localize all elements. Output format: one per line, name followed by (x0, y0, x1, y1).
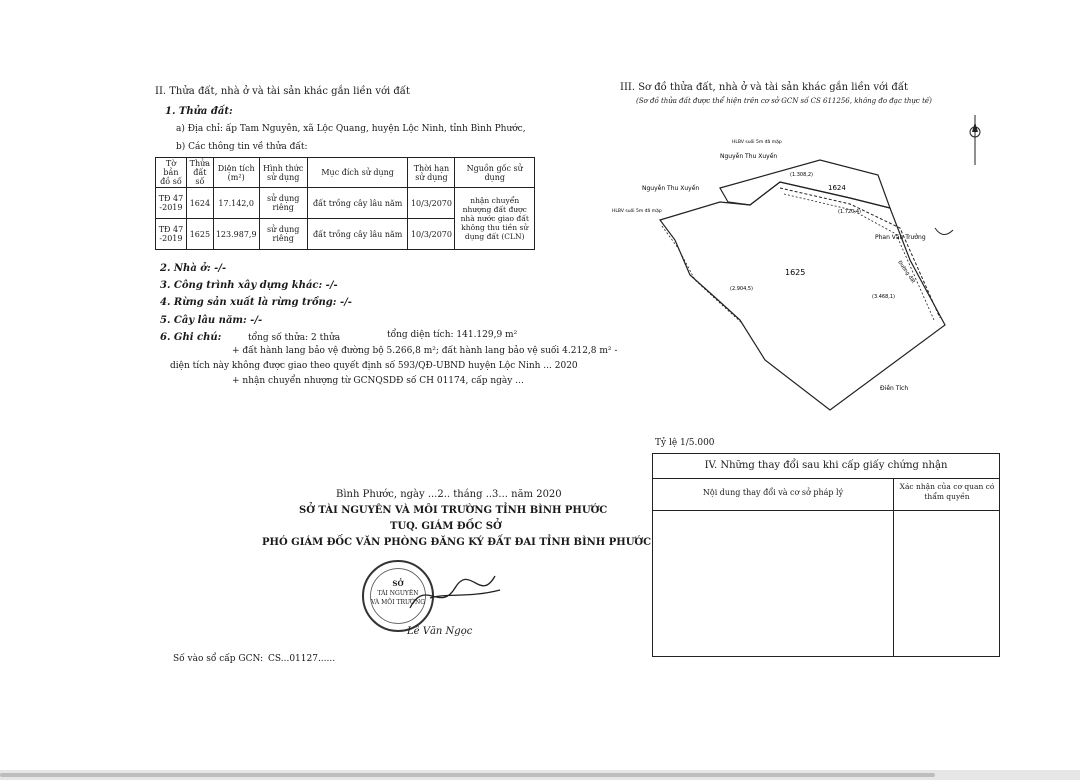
table-row (156, 188, 535, 219)
neighbor-bottom: Điền Tích (880, 385, 909, 392)
construction-line: 3. Công trình xây dựng khác: -/- (160, 280, 338, 291)
signature-title: PHÓ GIÁM ĐỐC VĂN PHÒNG ĐĂNG KÝ ĐẤT ĐAI TỈNH BÌNH PHƯỚC (262, 537, 652, 548)
table-cell: sử dụng riêng (259, 219, 307, 250)
table-header-cell: Tờ bản đồ số (156, 158, 187, 188)
table-cell: TĐ 47 -2019 (156, 188, 187, 219)
forest-line: 4. Rừng sản xuất là rừng trồng: -/- (160, 297, 352, 308)
north-arrow-icon (970, 115, 980, 165)
stamp-text-2: TÀI NGUYÊN (377, 590, 419, 597)
parcel-1624-shape (720, 160, 890, 208)
signature-tuq: TUQ. GIÁM ĐỐC SỞ (390, 521, 502, 532)
parcel-label-1625: 1625 (785, 268, 806, 277)
note-total-area: tổng diện tích: 141.129,9 m² (387, 330, 518, 340)
neighbor-left: Nguyễn Thu Xuyến (642, 185, 700, 192)
stream-line (662, 226, 743, 324)
area-label: (1.720,4) (838, 209, 861, 215)
neighbor-right: Phan Văn Trưởng (875, 234, 926, 241)
road-label-left: HLBV suối 5m đã mặp (612, 209, 662, 214)
changes-col-content: Nội dung thay đổi và cơ sở pháp lý (702, 488, 844, 497)
table-header-row (156, 158, 535, 188)
area-label: (2.904,5) (730, 286, 753, 292)
section4-title: IV. Những thay đổi sau khi cấp giấy chứng nhận (653, 454, 999, 479)
neighbor-top: Nguyễn Thu Xuyến (720, 153, 778, 160)
section3-subtitle: (Sơ đồ thửa đất được thể hiện trên cơ sở GCN số CS 611256, không đo đạc thực tế) (636, 97, 932, 105)
scrollbar-thumb[interactable] (0, 773, 935, 777)
table-cell: 1625 (186, 219, 213, 250)
note-line-3: diện tích này không được giao theo quyết định số 593/QĐ-UBND huyện Lộc Ninh ... 2020 (170, 361, 578, 371)
table-header-cell: Thời hạn sử dụng (408, 158, 455, 188)
area-label: (3.468,1) (872, 294, 895, 300)
curve-mark-icon (935, 228, 953, 235)
land-parcel-map (600, 110, 1000, 440)
road-label-top: HLBV suối 5m đã mặp (732, 140, 782, 145)
land-address: a) Địa chỉ: ấp Tam Nguyên, xã Lộc Quang, huyện Lộc Ninh, tỉnh Bình Phước, (176, 124, 526, 134)
road-line (780, 188, 940, 318)
table-cell: 17.142,0 (213, 188, 259, 219)
note-total-parcels: tổng số thửa: 2 thửa (248, 333, 341, 343)
table-header-cell: Hình thức sử dụng (259, 158, 307, 188)
table-cell: 1624 (186, 188, 213, 219)
register-label: Số vào sổ cấp GCN: (173, 654, 264, 664)
signer-name: Lê Văn Ngọc (407, 626, 473, 637)
table-header-cell: Thửa đất số (186, 158, 213, 188)
handwritten-signature (400, 568, 510, 618)
table-cell: 123.987,9 (213, 219, 259, 250)
table-cell: 10/3/2070 (408, 219, 455, 250)
area-label: (1.308,2) (790, 172, 813, 178)
stamp-text-1: SỞ (392, 579, 404, 588)
signature-org: SỞ TÀI NGUYÊN VÀ MÔI TRƯỜNG TỈNH BÌNH PHƯỚC (299, 505, 608, 516)
header-divider (653, 510, 999, 511)
table-cell: 10/3/2070 (408, 188, 455, 219)
table-cell: đất trồng cây lâu năm (307, 188, 408, 219)
table-cell: đất trồng cây lâu năm (307, 219, 408, 250)
table-header-cell: Diện tích (m²) (213, 158, 259, 188)
parcel-1625-shape (660, 182, 945, 410)
house-line: 2. Nhà ở: -/- (160, 263, 227, 274)
signature-date: Bình Phước, ngày ...2.. tháng ..3... năm 2020 (336, 489, 562, 500)
land-heading: 1. Thửa đất: (165, 106, 233, 117)
changes-table (652, 453, 1000, 657)
section3-title: III. Sơ đồ thửa đất, nhà ở và tài sản khác gắn liền với đất (620, 82, 908, 93)
stamp-text-3: VÀ MÔI TRƯỜNG (370, 599, 426, 606)
note-line-4: + nhận chuyển nhượng từ GCNQSDĐ số CH 01174, cấp ngày ... (232, 376, 524, 386)
table-cell-origin: nhận chuyển nhượng đất được nhà nước giao đất không thu tiền sử dụng đất (CLN) (455, 188, 535, 250)
table-header-cell: Nguồn gốc sử dụng (455, 158, 535, 188)
section2-title: II. Thửa đất, nhà ở và tài sản khác gắn liền với đất (155, 86, 410, 97)
land-other-info: b) Các thông tin về thửa đất: (176, 142, 308, 152)
register-value: CS...01127...... (268, 654, 336, 664)
perennial-line: 5. Cây lâu năm: -/- (160, 315, 263, 326)
horizontal-scrollbar[interactable] (0, 770, 1080, 780)
changes-col-confirm: Xác nhận của cơ quan có thẩm quyền (899, 482, 995, 501)
road-label: Đường đất (896, 259, 917, 285)
table-header-cell: Mục đích sử dụng (307, 158, 408, 188)
parcel-info-table (155, 157, 535, 250)
map-scale: Tỷ lệ 1/5.000 (655, 438, 715, 448)
parcel-label-1624: 1624 (828, 184, 846, 192)
column-divider (893, 478, 894, 656)
note-line-2: + đất hành lang bảo vệ đường bộ 5.266,8 m²; đất hành lang bảo vệ suối 4.212,8 m² - (232, 346, 618, 356)
table-cell: sử dụng riêng (259, 188, 307, 219)
table-cell: TĐ 47 -2019 (156, 219, 187, 250)
note-label: 6. Ghi chú: (160, 332, 222, 343)
